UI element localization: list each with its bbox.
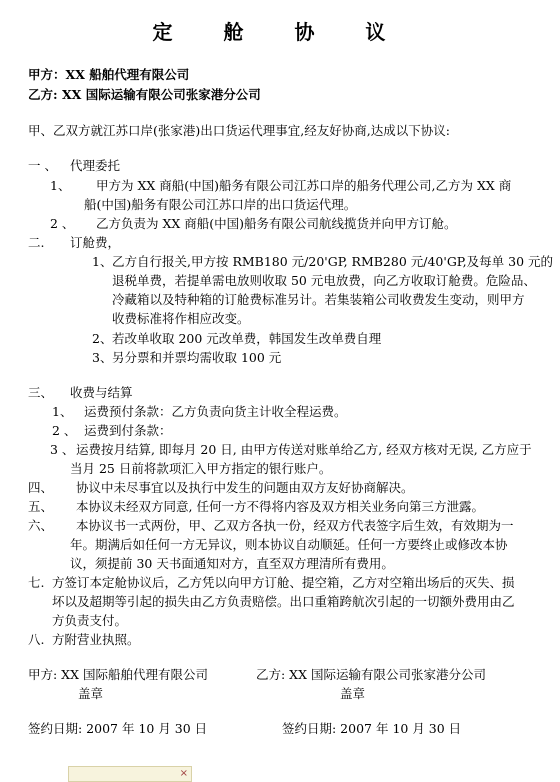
seal-party-a: 盖章 — [78, 686, 104, 701]
section4-number: 四、 — [28, 480, 54, 495]
section2-item1-number: 1、 — [92, 254, 113, 269]
section2-item1-line1: 乙方自行报关,甲方按 RMB180 元/20'GP, RMB280 元/40'GP,及每单 30 元的 — [112, 254, 554, 269]
section4-line1: 协议中未尽事宜以及执行中发生的问题由双方友好协商解决。 — [76, 480, 414, 495]
party-a-header: 甲方：XX 船舶代理有限公司 — [28, 67, 190, 82]
section7-line1: 方签订本定舱协议后，乙方凭以向甲方订舱、提空箱，乙方对空箱出场后的灭失、损 — [52, 575, 515, 590]
party-b-header: 乙方: XX 国际运输有限公司张家港分公司 — [28, 87, 261, 102]
section7-number: 七. — [28, 575, 45, 590]
section1-item1-number: 1、 — [50, 178, 71, 193]
section2-item1-line2: 退税单费，若提单需电放则收取 50 元电放费，向乙方收取订舱费。危险品、 — [112, 273, 536, 288]
sign-date-party-a: 签约日期: 2007 年 10 月 30 日 — [28, 721, 208, 736]
section3-item3-number: 3 、 — [50, 442, 75, 457]
section1-heading: 代理委托 — [70, 158, 121, 173]
section3-heading: 收费与结算 — [70, 385, 133, 400]
document-title: 定 舱 协 议 — [152, 20, 408, 44]
section6-line3: 议，须提前 30 天书面通知对方，直至双方理清所有费用。 — [70, 556, 394, 571]
section6-line1: 本协议书一式两份，甲、乙双方各执一份，经双方代表签字后生效，有效期为一 — [76, 518, 514, 533]
section6-line2: 年。期满后如任何一方无异议，则本协议自动顺延。任何一方要终止或修改本协 — [70, 537, 508, 552]
section1-number: 一 、 — [28, 158, 57, 173]
section3-item3-line1: 运费按月结算, 即每月 20 日, 由甲方传送对账单给乙方, 经双方核对无误, 乙方应于 — [76, 442, 532, 457]
section2-number: 二. — [28, 235, 45, 250]
section1-item2-line1: 乙方负责为 XX 商船(中国)船务有限公司航线揽货并向甲方订舱。 — [96, 216, 457, 231]
section1-item1-line1: 甲方为 XX 商船(中国)船务有限公司江苏口岸的船务代理公司,乙方为 XX 商 — [96, 178, 512, 193]
close-icon[interactable]: × — [179, 768, 188, 779]
section7-line2: 坏以及超期等引起的损失由乙方负责赔偿。出口重箱跨航次引起的一切额外费用由乙 — [52, 594, 515, 609]
section3-item1-line1: 运费预付条款：乙方负责向货主计收全程运费。 — [84, 404, 347, 419]
intro-paragraph: 甲、乙双方就江苏口岸(张家港)出口货运代理事宜,经友好协商,达成以下协议: — [28, 123, 450, 138]
section3-item1-number: 1、 — [52, 404, 73, 419]
section2-item1-line3: 冷藏箱以及特种箱的订舱费标准另计。若集装箱公司收费发生变动，则甲方 — [112, 292, 525, 307]
section8-number: 八. — [28, 632, 45, 647]
section1-item2-number: 2 、 — [50, 216, 75, 231]
section7-line3: 方负责支付。 — [52, 613, 128, 628]
signature-party-a: 甲方: XX 国际船舶代理有限公司 — [28, 667, 208, 682]
section2-item3-number: 3、 — [92, 350, 113, 365]
section2-item3-line1: 另分票和并票均需收取 100 元 — [112, 350, 282, 365]
section5-number: 五、 — [28, 499, 54, 514]
section2-item2-number: 2、 — [92, 331, 113, 346]
section6-number: 六、 — [28, 518, 54, 533]
seal-party-b: 盖章 — [340, 686, 366, 701]
bottom-document-tab[interactable] — [68, 766, 192, 782]
section1-item1-line2: 船(中国)船务有限公司江苏口岸的出口货运代理。 — [84, 197, 357, 212]
section3-number: 三、 — [28, 385, 54, 400]
section5-line1: 本协议未经双方同意, 任何一方不得将内容及双方相关业务向第三方泄露。 — [76, 499, 484, 514]
section3-item2-line1: 运费到付条款： — [84, 423, 172, 438]
signature-party-b: 乙方: XX 国际运输有限公司张家港分公司 — [256, 667, 486, 682]
section3-item3-line2: 当月 25 日前将款项汇入甲方指定的银行账户。 — [70, 461, 332, 476]
section2-heading: 订舱费， — [70, 235, 121, 250]
section2-item2-line1: 若改单收取 200 元改单费，韩国发生改单费自理 — [112, 331, 382, 346]
section8-text: 方附营业执照。 — [52, 632, 140, 647]
sign-date-party-b: 签约日期: 2007 年 10 月 30 日 — [282, 721, 462, 736]
section3-item2-number: 2 、 — [52, 423, 77, 438]
section2-item1-line4: 收费标准将作相应改变。 — [112, 311, 250, 326]
